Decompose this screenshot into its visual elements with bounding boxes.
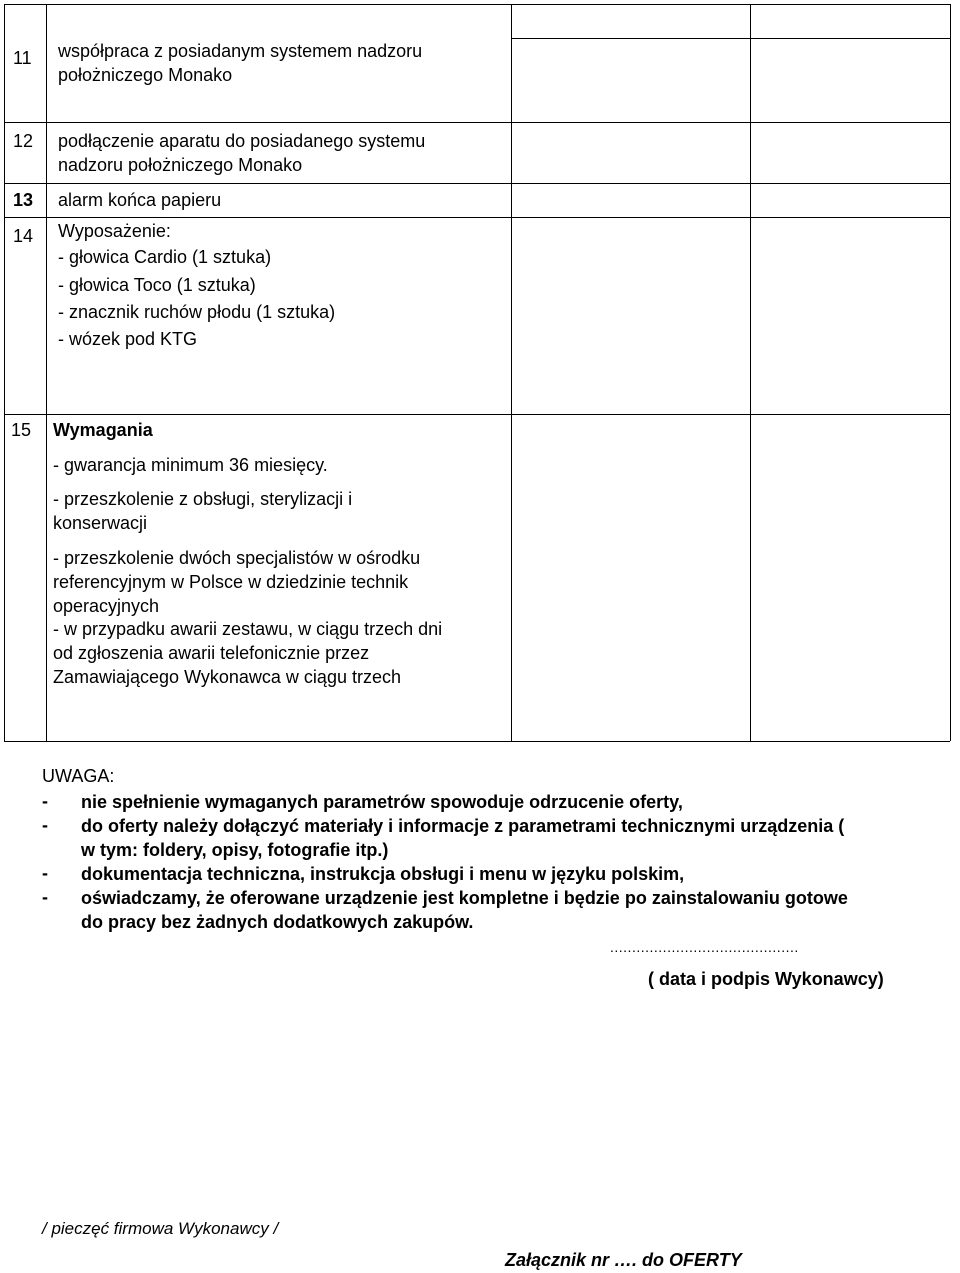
row-heading: Wymagania <box>53 420 153 440</box>
signature-dots: ........................................... <box>610 939 799 955</box>
table-row-divider <box>4 183 950 184</box>
row-number: 11 <box>13 48 32 68</box>
note-bullet-dash: - <box>42 791 48 811</box>
row-description: podłączenie aparatu do posiadanego systemu <box>58 131 426 151</box>
row-heading: Wyposażenie: <box>58 221 171 241</box>
note-item: w tym: foldery, opisy, fotografie itp.) <box>81 840 389 860</box>
notes-title: UWAGA: <box>42 766 115 786</box>
row-number: 13 <box>13 190 34 210</box>
table-border-right <box>950 4 951 741</box>
row-description: współpraca z posiadanym systemem nadzoru <box>58 41 423 61</box>
table-row-divider <box>4 122 950 123</box>
note-item: do oferty należy dołączyć materiały i informacje z parametrami technicznymi urządzenia ( <box>81 816 845 836</box>
row-description: alarm końca papieru <box>58 190 222 210</box>
signature-label: ( data i podpis Wykonawcy) <box>648 969 884 989</box>
note-item: oświadczamy, że oferowane urządzenie jest kompletne i będzie po zainstalowaniu gotowe <box>81 888 848 908</box>
table-border-left <box>4 4 5 741</box>
row-description: nadzoru położniczego Monako <box>58 155 303 175</box>
row-description: konserwacji <box>53 513 148 533</box>
table-col-divider <box>46 4 47 741</box>
row-description: położniczego Monako <box>58 65 233 85</box>
table-border-top <box>4 4 950 5</box>
row-number: 15 <box>11 420 32 440</box>
row-number: 12 <box>13 131 34 151</box>
row-description: - głowica Cardio (1 sztuka) <box>58 247 272 267</box>
row-description: Zamawiającego Wykonawca w ciągu trzech <box>53 667 401 687</box>
table-col-divider <box>511 4 512 741</box>
row-description: referencyjnym w Polsce w dziedzinie technik <box>53 572 409 592</box>
row-description: - głowica Toco (1 sztuka) <box>58 275 256 295</box>
table-border-bottom <box>4 741 950 742</box>
row-description: od zgłoszenia awarii telefonicznie przez <box>53 643 370 663</box>
table-row-divider <box>511 38 950 39</box>
row-description: - gwarancja minimum 36 miesięcy. <box>53 455 328 475</box>
row-description: - przeszkolenie z obsługi, sterylizacji i <box>53 489 353 509</box>
row-description: operacyjnych <box>53 596 160 616</box>
company-stamp-label: / pieczęć firmowa Wykonawcy / <box>42 1219 279 1238</box>
row-number: 14 <box>13 226 34 246</box>
note-bullet-dash: - <box>42 863 48 883</box>
note-item: do pracy bez żadnych dodatkowych zakupów. <box>81 912 474 932</box>
attachment-label: Załącznik nr …. do OFERTY <box>505 1250 742 1270</box>
row-description: - znacznik ruchów płodu (1 sztuka) <box>58 302 336 322</box>
row-description: - przeszkolenie dwóch specjalistów w ośrodku <box>53 548 421 568</box>
note-bullet-dash: - <box>42 815 48 835</box>
table-row-divider <box>4 217 950 218</box>
note-bullet-dash: - <box>42 887 48 907</box>
note-item: dokumentacja techniczna, instrukcja obsługi i menu w języku polskim, <box>81 864 685 884</box>
table-row-divider <box>4 414 950 415</box>
row-description: - wózek pod KTG <box>58 329 198 349</box>
row-description: - w przypadku awarii zestawu, w ciągu trzech dni <box>53 619 443 639</box>
table-col-divider <box>750 4 751 741</box>
note-item: nie spełnienie wymaganych parametrów spowoduje odrzucenie oferty, <box>81 792 683 812</box>
